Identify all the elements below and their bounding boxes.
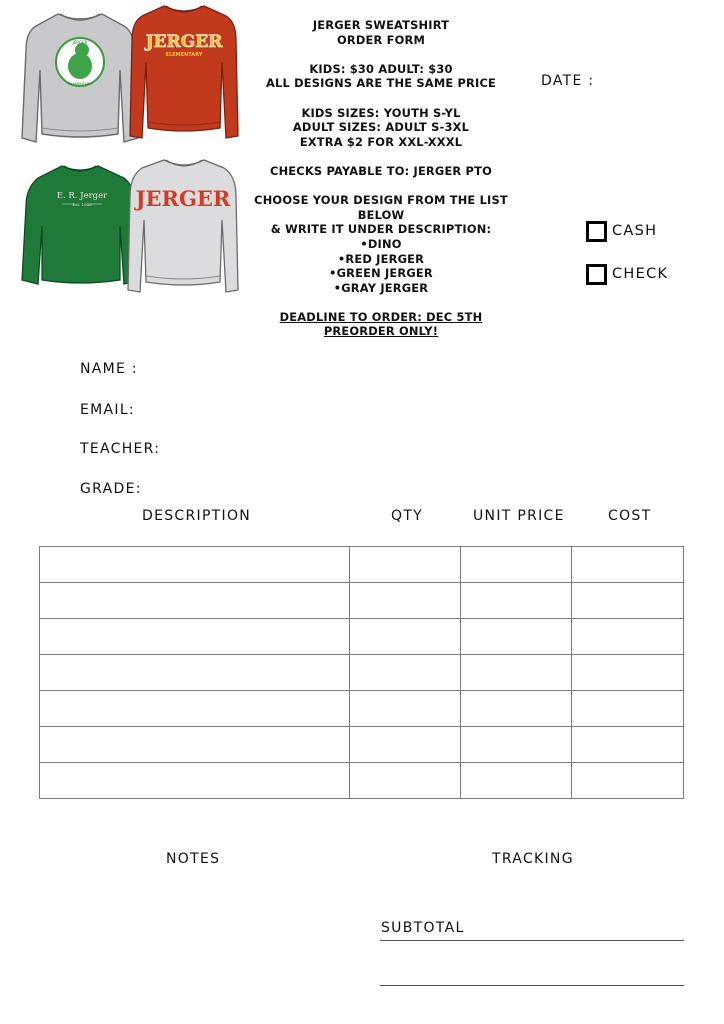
cost-cell[interactable] [572,547,684,583]
description-cell[interactable] [40,547,350,583]
order-info-block [232,18,530,339]
notes-label: NOTES [166,851,221,867]
subtotal-line[interactable] [380,940,684,941]
cost-cell[interactable] [572,655,684,691]
date-label: DATE : [541,73,595,89]
extra-charge-line: EXTRA $2 FOR XXL-XXXL [299,134,463,149]
green-shirt-name-text: E. R. Jerger [56,191,108,201]
design-option-gray-jerger: •GRAY JERGER [333,280,429,295]
cash-checkbox[interactable] [586,221,607,242]
cost-cell[interactable] [572,727,684,763]
choose-design-line2: & WRITE IT UNDER DESCRIPTION: [270,222,492,237]
green-shirt-est-text: Est. 1946 [72,202,92,207]
price-line: KIDS: $30 ADULT: $30 [309,61,453,76]
deadline-line: DEADLINE TO ORDER: DEC 5TH [279,309,483,324]
description-cell[interactable] [40,763,350,799]
cost-cell[interactable] [572,763,684,799]
table-row [40,547,684,583]
gray-jerger-sweatshirt-image [124,156,242,294]
cost-header: COST [608,508,652,524]
gray-dino-sweatshirt-image [20,10,140,150]
design-option-dino: •DINO [360,236,402,251]
form-title-line2: ORDER FORM [337,32,425,47]
gray-shirt-jerger-text: JERGER [135,186,231,211]
qty-header: QTY [391,508,424,524]
description-cell[interactable] [40,619,350,655]
qty-cell[interactable] [349,583,460,619]
preorder-line: PREORDER ONLY! [323,324,439,339]
grade-label: GRADE: [80,481,142,497]
unit-price-cell[interactable] [461,583,572,619]
description-cell[interactable] [40,691,350,727]
table-row [40,583,684,619]
unit-price-header: UNIT PRICE [473,508,565,524]
total-line[interactable] [380,985,684,986]
unit-price-cell[interactable] [461,619,572,655]
cost-cell[interactable] [572,583,684,619]
unit-price-cell[interactable] [461,655,572,691]
email-label: EMAIL: [80,402,135,418]
qty-cell[interactable] [349,763,460,799]
kids-sizes-line: KIDS SIZES: YOUTH S-YL [301,105,461,120]
unit-price-cell[interactable] [461,727,572,763]
description-header: DESCRIPTION [142,508,252,524]
red-jerger-sweatshirt-image [128,2,240,142]
same-price-line: ALL DESIGNS ARE THE SAME PRICE [265,76,496,91]
tracking-label: TRACKING [492,851,574,867]
qty-cell[interactable] [349,691,460,727]
teacher-label: TEACHER: [80,441,161,457]
dino-ring-top-text: JERGER [72,40,88,45]
name-label: NAME : [80,361,138,377]
table-row [40,727,684,763]
red-shirt-jerger-text: JERGER [145,32,223,52]
design-option-red-jerger: •RED JERGER [337,251,425,266]
unit-price-cell[interactable] [461,763,572,799]
table-row [40,655,684,691]
cost-cell[interactable] [572,691,684,727]
form-title-line1: JERGER SWEATSHIRT [312,18,450,32]
design-option-green-jerger: •GREEN JERGER [329,266,433,281]
qty-cell[interactable] [349,547,460,583]
adult-sizes-line: ADULT SIZES: ADULT S-3XL [292,120,470,135]
unit-price-cell[interactable] [461,547,572,583]
check-checkbox[interactable] [586,264,607,285]
checks-payable-line: CHECKS PAYABLE TO: JERGER PTO [270,163,492,178]
check-label: CHECK [612,266,669,282]
description-cell[interactable] [40,727,350,763]
cost-cell[interactable] [572,619,684,655]
cash-label: CASH [612,223,658,239]
choose-design-line1: CHOOSE YOUR DESIGN FROM THE LIST BELOW [254,193,508,222]
table-row [40,691,684,727]
description-cell[interactable] [40,583,350,619]
order-table [39,546,684,799]
qty-cell[interactable] [349,655,460,691]
unit-price-cell[interactable] [461,691,572,727]
subtotal-label: SUBTOTAL [381,920,465,936]
description-cell[interactable] [40,655,350,691]
table-row [40,619,684,655]
dino-ring-bottom-text: ELEMENTARY [68,82,92,86]
red-shirt-elementary-text: ELEMENTARY [165,52,203,58]
qty-cell[interactable] [349,619,460,655]
table-row [40,763,684,799]
qty-cell[interactable] [349,727,460,763]
